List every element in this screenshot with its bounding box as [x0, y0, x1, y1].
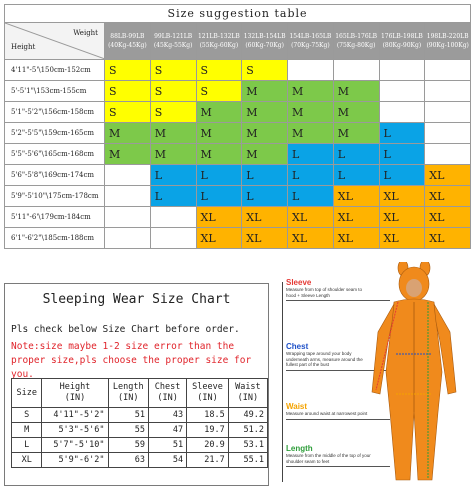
size-label: S	[12, 408, 42, 423]
size-cell: M	[150, 123, 196, 144]
height-range: 5'9"-5'10"\175cm-178cm	[5, 186, 105, 207]
size-cell: M	[333, 102, 379, 123]
size-cell: M	[333, 81, 379, 102]
size-cell: L	[379, 123, 425, 144]
height-range: 5'6"-5'8"\169cm-174cm	[5, 165, 105, 186]
size-cell	[105, 228, 151, 249]
size-cell: L	[242, 186, 288, 207]
height-range: 5'1"-5'2"\156cm-158cm	[5, 102, 105, 123]
size-cell: S	[196, 81, 242, 102]
table-row	[12, 438, 268, 453]
size-cell: XL	[425, 207, 471, 228]
measurement-value: 49.2	[228, 408, 267, 423]
measurement-value: 5'3"-5'6"	[42, 423, 108, 438]
size-cell: S	[150, 81, 196, 102]
section-description: Measure from top of shoulder seam to hood + Sleeve Length	[286, 287, 363, 298]
size-label: M	[12, 423, 42, 438]
corner-header	[5, 23, 105, 60]
measurement-diagram	[272, 262, 472, 484]
size-cell	[150, 228, 196, 249]
size-cell	[425, 60, 471, 81]
size-cell: S	[150, 60, 196, 81]
weight-column-header	[105, 23, 151, 60]
size-label: L	[12, 438, 42, 453]
size-cell: S	[196, 60, 242, 81]
table-row	[5, 60, 471, 81]
size-cell: L	[333, 144, 379, 165]
size-cell: M	[105, 123, 151, 144]
face-opening	[406, 279, 422, 297]
height-range: 5'5"-5'6"\165cm-168cm	[5, 144, 105, 165]
size-cell: L	[288, 186, 334, 207]
section-description: Measure from the middle of the top of your shoulder seam to feet	[286, 453, 371, 464]
weight-kg: (55Kg-60Kg)	[199, 42, 239, 49]
weight-column-header	[379, 23, 425, 60]
size-cell: XL	[379, 207, 425, 228]
size-cell: M	[105, 144, 151, 165]
measurement-value: 18.5	[187, 408, 229, 423]
column-header: Chest (IN)	[149, 379, 187, 408]
size-cell: XL	[196, 228, 242, 249]
weight-kg: (40Kg-45Kg)	[108, 42, 147, 49]
measurement-value: 59	[108, 438, 149, 453]
measurement-value: 43	[149, 408, 187, 423]
measurement-value: 51	[108, 408, 149, 423]
size-cell	[379, 102, 425, 123]
size-cell: L	[379, 165, 425, 186]
size-error-note: Note:size maybe 1-2 size error than the proper size,pls choose the proper size for you.	[11, 341, 252, 380]
table-row	[12, 453, 268, 468]
size-cell: M	[242, 81, 288, 102]
weight-kg: (70Kg-75Kg)	[291, 42, 330, 49]
weight-kg: (75Kg-80Kg)	[336, 42, 376, 49]
column-header: Sleeve (IN)	[187, 379, 229, 408]
size-cell: M	[196, 123, 242, 144]
size-cell: L	[150, 165, 196, 186]
weight-lb: 198LB-220LB	[426, 33, 469, 40]
size-cell	[379, 81, 425, 102]
weight-lb: 88LB-99LB	[110, 33, 145, 40]
size-cell: XL	[425, 165, 471, 186]
size-cell	[288, 60, 334, 81]
weight-kg: (90Kg-100Kg)	[426, 42, 469, 49]
section-description: Measure around waist at narrowest point	[286, 411, 368, 416]
table-row	[5, 207, 471, 228]
table-row	[5, 165, 471, 186]
size-cell: M	[333, 123, 379, 144]
height-range: 5'-5'1"\153cm-155cm	[5, 81, 105, 102]
onesie-figure	[272, 262, 472, 484]
size-cell: S	[242, 60, 288, 81]
size-label: XL	[12, 453, 42, 468]
weight-kg: (45Kg-55Kg)	[153, 42, 193, 49]
weight-label: Weight	[73, 29, 98, 37]
measurement-value: 51	[149, 438, 187, 453]
measurement-value: 19.7	[187, 423, 229, 438]
chart-title: Sleeping Wear Size Chart	[42, 292, 231, 307]
height-range: 4'11"-5'\150cm-152cm	[5, 60, 105, 81]
measurement-value: 5'9"-6'2"	[42, 453, 108, 468]
table-row	[12, 408, 268, 423]
table-title: Size suggestion table	[5, 5, 471, 23]
section-title: Sleeve	[286, 278, 312, 287]
sleeping-wear-chart	[4, 283, 269, 486]
size-cell: M	[242, 144, 288, 165]
column-header: Size	[12, 379, 42, 408]
size-cell: XL	[288, 228, 334, 249]
size-cell	[425, 123, 471, 144]
measurement-value: 54	[149, 453, 187, 468]
size-cell: S	[105, 60, 151, 81]
column-header: Height (IN)	[42, 379, 108, 408]
size-cell	[105, 165, 151, 186]
size-cell: L	[196, 165, 242, 186]
weight-lb: 132LB-154LB	[243, 33, 286, 40]
size-cell: XL	[242, 207, 288, 228]
table-row	[12, 423, 268, 438]
measurement-value: 20.9	[187, 438, 229, 453]
measurement-value: 55	[108, 423, 149, 438]
check-note: Pls check below Size Chart before order.	[11, 324, 240, 335]
size-cell: XL	[425, 228, 471, 249]
size-cell: M	[288, 123, 334, 144]
size-cell	[333, 60, 379, 81]
measurement-value: 55.1	[228, 453, 267, 468]
size-cell: L	[288, 144, 334, 165]
table-row	[5, 102, 471, 123]
section-title: Chest	[286, 342, 309, 351]
size-cell: XL	[333, 228, 379, 249]
table-header-row	[12, 379, 268, 408]
weight-lb: 99LB-121LB	[154, 33, 193, 40]
weight-lb: 165LB-176LB	[335, 33, 378, 40]
measurement-value: 21.7	[187, 453, 229, 468]
weight-column-header	[288, 23, 334, 60]
height-range: 5'11"-6'\179cm-184cm	[5, 207, 105, 228]
measurement-value: 4'11"-5'2"	[42, 408, 108, 423]
weight-column-header	[333, 23, 379, 60]
size-cell: L	[242, 165, 288, 186]
size-suggestion-table	[4, 4, 470, 249]
size-cell	[425, 144, 471, 165]
size-cell	[379, 60, 425, 81]
measurement-value: 5'7"-5'10"	[42, 438, 108, 453]
weight-lb: 121LB-132LB	[197, 33, 240, 40]
size-cell: S	[105, 81, 151, 102]
measurement-value: 47	[149, 423, 187, 438]
size-cell: L	[196, 186, 242, 207]
height-label: Height	[11, 43, 36, 51]
size-cell: M	[242, 123, 288, 144]
weight-column-header	[242, 23, 288, 60]
size-cell: XL	[196, 207, 242, 228]
section-title: Waist	[286, 402, 308, 411]
weight-column-header	[150, 23, 196, 60]
size-cell: M	[196, 102, 242, 123]
size-cell: L	[379, 144, 425, 165]
weight-kg: (80Kg-90Kg)	[382, 42, 422, 49]
size-cell	[150, 207, 196, 228]
weight-lb: 154LB-165LB	[289, 33, 332, 40]
weight-lb: 176LB-198LB	[380, 33, 423, 40]
weight-kg: (60Kg-70Kg)	[245, 42, 284, 49]
height-range: 6'1"-6'2"\185cm-188cm	[5, 228, 105, 249]
size-cell: XL	[288, 207, 334, 228]
section-description: Wrapping tape around your body underneath arms, measure around the fullest part of the bust	[286, 351, 363, 367]
size-cell: M	[288, 81, 334, 102]
table-row	[5, 123, 471, 144]
height-range: 5'2"-5'5"\159cm-165cm	[5, 123, 105, 144]
measurement-value: 63	[108, 453, 149, 468]
table-row	[5, 186, 471, 207]
size-cell: L	[288, 165, 334, 186]
size-cell: M	[242, 102, 288, 123]
size-cell	[105, 207, 151, 228]
size-cell	[425, 102, 471, 123]
measurement-table	[11, 378, 268, 468]
table-row	[5, 81, 471, 102]
size-cell: M	[196, 144, 242, 165]
weight-column-header	[196, 23, 242, 60]
column-header: Length (IN)	[108, 379, 149, 408]
table-row	[5, 228, 471, 249]
column-header: Waist (IN)	[228, 379, 267, 408]
size-cell: S	[150, 102, 196, 123]
measurement-value: 53.1	[228, 438, 267, 453]
size-cell: XL	[242, 228, 288, 249]
size-cell: S	[105, 102, 151, 123]
weight-column-header	[425, 23, 471, 60]
size-cell: XL	[333, 186, 379, 207]
measurement-value: 51.2	[228, 423, 267, 438]
size-cell: XL	[333, 207, 379, 228]
size-cell: XL	[379, 228, 425, 249]
section-title: Length	[286, 444, 313, 453]
size-cell: XL	[379, 186, 425, 207]
table-row	[5, 144, 471, 165]
size-cell: L	[150, 186, 196, 207]
size-cell: XL	[425, 186, 471, 207]
size-cell: L	[333, 165, 379, 186]
size-cell: M	[150, 144, 196, 165]
size-cell	[105, 186, 151, 207]
size-cell: M	[288, 102, 334, 123]
size-cell	[425, 81, 471, 102]
